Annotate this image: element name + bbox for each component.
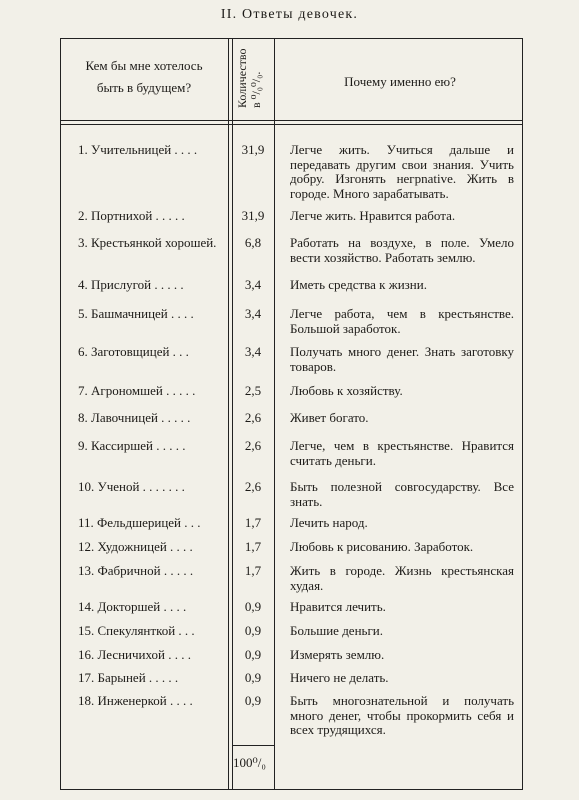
row-profession: 5. Башмачницей . . . .: [78, 306, 194, 321]
table-top-border: [60, 38, 523, 39]
row-percent: 6,8: [244, 235, 262, 250]
row-profession: 9. Кассиршей . . . . .: [78, 438, 186, 453]
row-percent: 3,4: [244, 306, 262, 321]
row-percent: 2,5: [244, 383, 262, 398]
row-reason: Измерять землю.: [290, 647, 385, 662]
row-reason: Легче жить. Учиться дальше и передавать другим свои знания. Учить добру. Изгонять негрnative. Жить в городе. Много зарабатывать.: [290, 142, 514, 201]
row-reason: Нравится лечить.: [290, 599, 386, 614]
row-profession: 7. Агрономшей . . . . .: [78, 383, 196, 398]
row-reason: Любовь к рисованию. Заработок.: [290, 539, 474, 554]
row-percent: 1,7: [244, 515, 262, 530]
row-reason: Легче жить. Нравится работа.: [290, 208, 456, 223]
table-bottom-border: [60, 789, 523, 790]
total-divider: [232, 745, 274, 746]
row-profession: 4. Прислугой . . . . .: [78, 277, 184, 292]
row-percent: 31,9: [241, 142, 265, 157]
row-profession: 15. Спекулянткой . . .: [78, 623, 195, 638]
row-reason: Легче работа, чем в крестьянстве. Большой заработок.: [290, 306, 514, 336]
row-reason: Ничего не делать.: [290, 670, 389, 685]
header-quantity: [235, 48, 263, 128]
row-reason: Жить в городе. Жизнь крестьянская худая.: [290, 563, 514, 593]
header-quantity-line2: в ⁰/₀⁰/₀.: [249, 71, 263, 108]
row-percent: 1,7: [244, 539, 262, 554]
row-percent: 0,9: [244, 670, 262, 685]
row-percent: 0,9: [244, 647, 262, 662]
header-why: Почему именно ею?: [344, 74, 456, 89]
row-profession: 18. Инженеркой . . . .: [78, 693, 193, 708]
row-percent: 2,6: [244, 479, 262, 494]
row-reason: Лечить народ.: [290, 515, 368, 530]
row-profession: 12. Художницей . . . .: [78, 539, 193, 554]
header-divider: [60, 120, 523, 121]
row-profession: 1. Учительницей . . . .: [78, 142, 198, 157]
row-reason: Живет богато.: [290, 410, 369, 425]
row-profession: 8. Лавочницей . . . . .: [78, 410, 191, 425]
header-who-line2: быть в будущем?: [96, 80, 192, 95]
header-divider-second: [60, 124, 523, 125]
row-reason: Большие деньги.: [290, 623, 384, 638]
row-reason: Иметь средства к жизни.: [290, 277, 427, 292]
row-profession: 2. Портнихой . . . . .: [78, 208, 185, 223]
row-percent: 1,7: [244, 563, 262, 578]
header-who: [62, 55, 226, 99]
header-who-line1: Кем бы мне хотелось: [85, 58, 203, 73]
row-percent: 2,6: [244, 410, 262, 425]
row-reason: Легче, чем в крестьянстве. Нравится считать деньги.: [290, 438, 514, 468]
row-percent: 0,9: [244, 599, 262, 614]
row-percent: 31,9: [241, 208, 265, 223]
row-profession: 16. Лесничихой . . . .: [78, 647, 191, 662]
row-percent: 3,4: [244, 277, 262, 292]
row-profession: 10. Ученой . . . . . . .: [78, 479, 185, 494]
row-reason: Работать на воздухе, в поле. Умело вести хозяйство. Работать землю.: [290, 235, 514, 265]
row-reason: Быть полезной совгосударству. Все знать.: [290, 479, 514, 509]
row-percent: 2,6: [244, 438, 262, 453]
page-title: II. Ответы девочек.: [220, 7, 359, 22]
row-profession: 11. Фельдшерицей . . .: [78, 515, 201, 530]
row-reason: Любовь к хозяйству.: [290, 383, 403, 398]
row-reason: Получать много денег. Знать заготовку товаров.: [290, 344, 514, 374]
row-profession: 13. Фабричной . . . . .: [78, 563, 194, 578]
row-profession: 14. Докторшей . . . .: [78, 599, 187, 614]
row-percent: 0,9: [244, 623, 262, 638]
row-profession: 3. Крестьянкой хорошей.: [78, 235, 217, 250]
header-quantity-line1: Количество: [235, 48, 249, 108]
row-reason: Быть многознательной и получать много денег, чтобы прокормить себя и всех трудящихся.: [290, 693, 514, 737]
row-profession: 6. Заготовщицей . . .: [78, 344, 189, 359]
row-percent: 0,9: [244, 693, 262, 708]
total-percent: 100⁰/₀: [233, 755, 266, 770]
row-percent: 3,4: [244, 344, 262, 359]
row-profession: 17. Барыней . . . . .: [78, 670, 179, 685]
